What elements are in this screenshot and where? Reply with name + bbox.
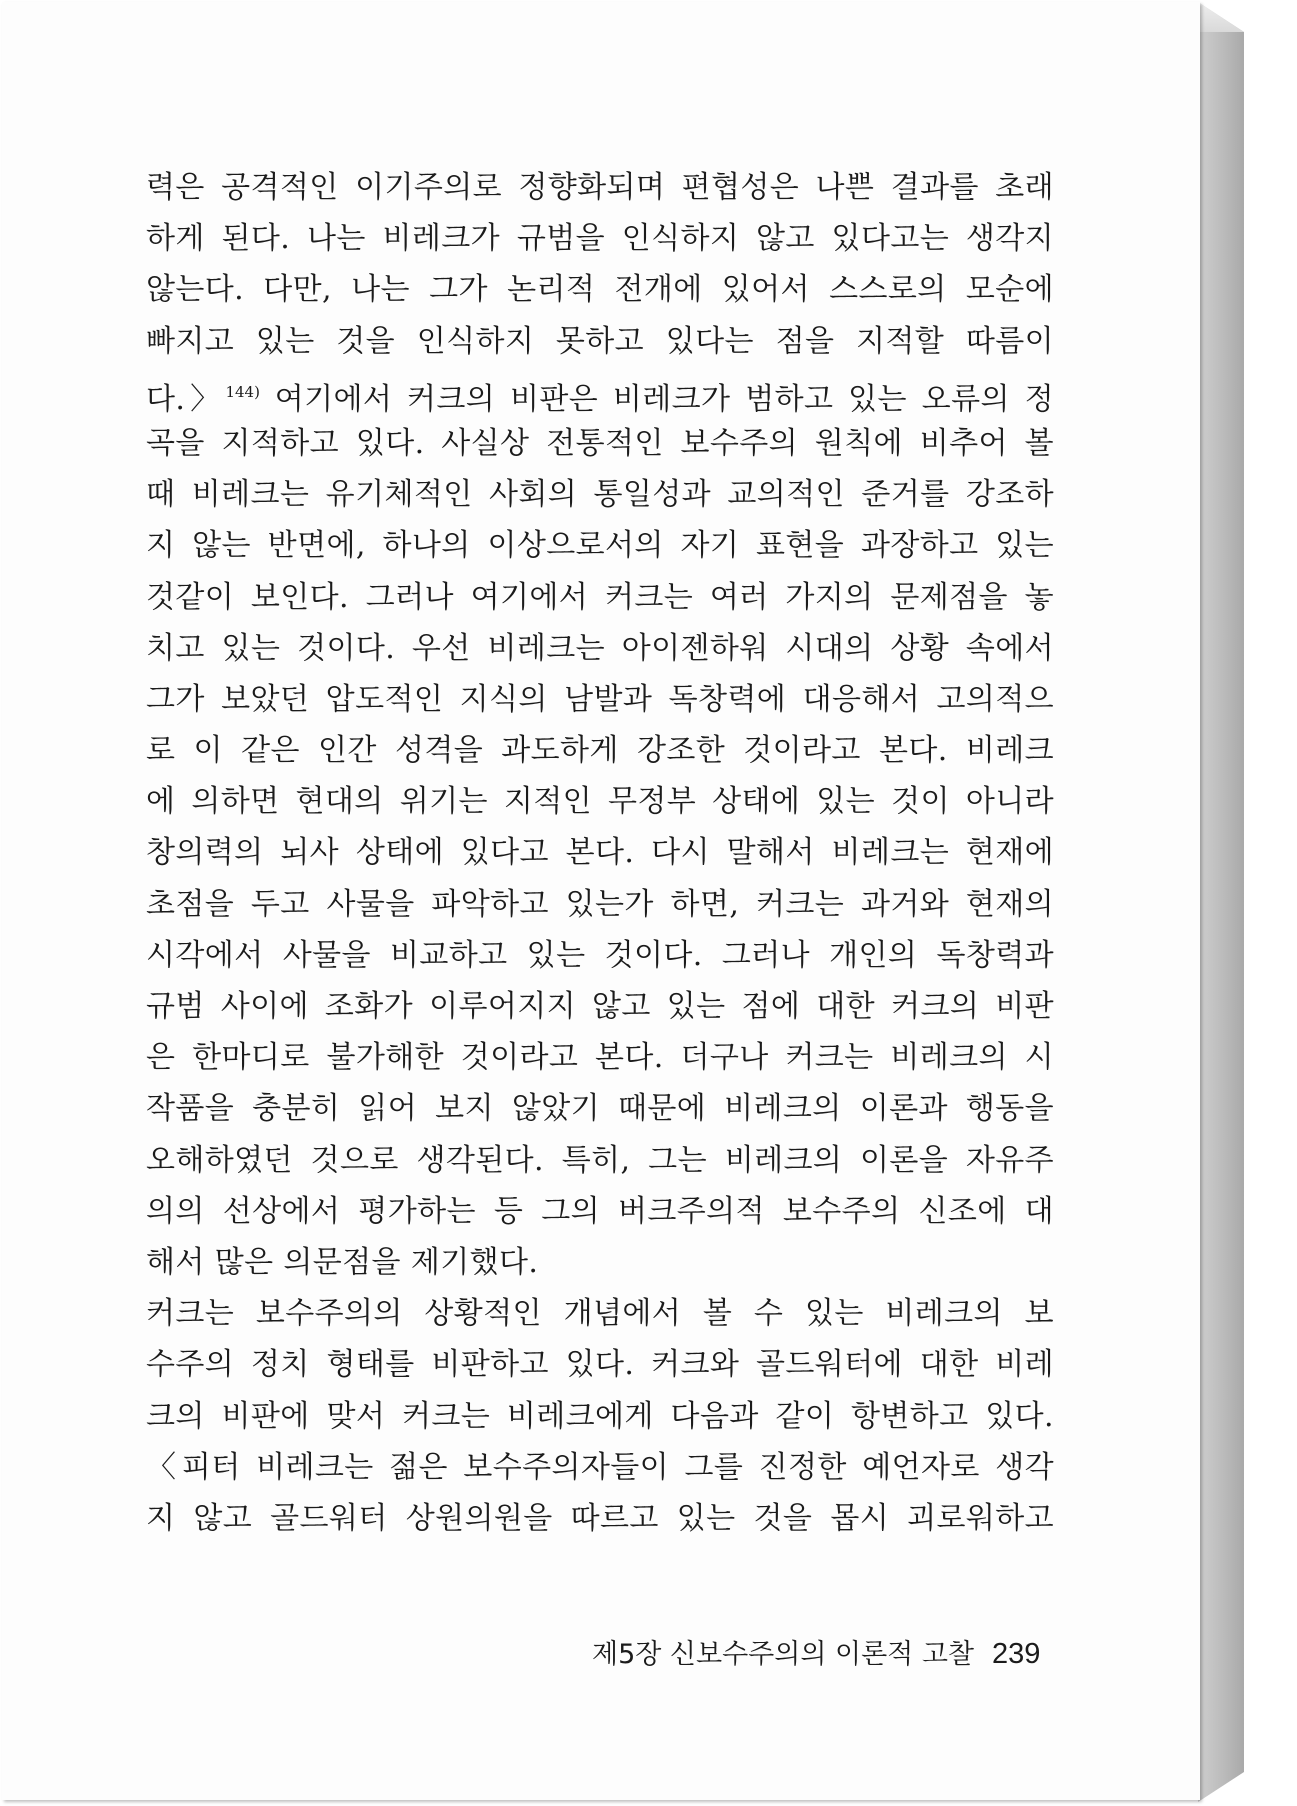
text-line: 의의 선상에서 평가하는 등 그의 버크주의적 보수주의 신조에 대 — [146, 1193, 1054, 1229]
text-line: 수주의 정치 형태를 비판하고 있다. 커크와 골드워터에 대한 비레 — [146, 1347, 1054, 1383]
text-line: 때 비레크는 유기체적인 사회의 통일성과 교의적인 준거를 강조하 — [146, 477, 1054, 513]
page-number: 239 — [992, 1638, 1041, 1670]
page-footer — [592, 1632, 1041, 1671]
text-line: 것같이 보인다. 그러나 여기에서 커크는 여러 가지의 문제점을 놓 — [146, 579, 1054, 615]
text-line-rest: 여기에서 커크의 비판은 비레크가 범하고 있는 오류의 정 — [259, 381, 1054, 417]
text-line: 에 의하면 현대의 위기는 지적인 무정부 상태에 있는 것이 아니라 — [146, 784, 1054, 820]
text-line: 창의력의 뇌사 상태에 있다고 본다. 다시 말해서 비레크는 현재에 — [146, 835, 1054, 871]
text-line: 지 않고 골드워터 상원의원을 따르고 있는 것을 몹시 괴로워하고 — [146, 1500, 1054, 1536]
text-line: 크의 비판에 맞서 커크는 비레크에게 다음과 같이 항변하고 있다. — [146, 1398, 1054, 1434]
body-text — [146, 162, 1054, 1544]
running-head: 제5장 신보수주의의 이론적 고찰 — [592, 1639, 974, 1670]
text-line-with-footnote — [146, 367, 1054, 418]
text-line: 커크는 보수주의의 상황적인 개념에서 볼 수 있는 비레크의 보 — [146, 1296, 1054, 1332]
text-line: 작품을 충분히 읽어 보지 않았기 때문에 비레크의 이론과 행동을 — [146, 1091, 1054, 1127]
text-line: 오해하였던 것으로 생각된다. 특히, 그는 비레크의 이론을 자유주 — [146, 1142, 1054, 1178]
text-line: 그가 보았던 압도적인 지식의 남발과 독창력에 대응해서 고의적으 — [146, 681, 1054, 717]
page-corner-shadow — [1198, 2, 1244, 32]
text-line: 지 않는 반면에, 하나의 이상으로서의 자기 표현을 과장하고 있는 — [146, 528, 1054, 564]
text-line: 〈피터 비레크는 젊은 보수주의자들이 그를 진정한 예언자로 생각 — [146, 1449, 1054, 1485]
text-line: 않는다. 다만, 나는 그가 논리적 전개에 있어서 스스로의 모순에 — [146, 272, 1054, 308]
text-line: 해서 많은 의문점을 제기했다. — [146, 1244, 539, 1280]
text-line: 곡을 지적하고 있다. 사실상 전통적인 보수주의 원칙에 비추어 볼 — [146, 425, 1054, 461]
text-line: 시각에서 사물을 비교하고 있는 것이다. 그러나 개인의 독창력과 — [146, 937, 1054, 973]
page-thickness-edge — [1198, 2, 1244, 1802]
footnote-reference: 144) — [225, 382, 260, 401]
book-page — [2, 2, 1200, 1800]
text-line: 하게 된다. 나는 비레크가 규범을 인식하지 않고 있다고는 생각지 — [146, 221, 1054, 257]
text-line: 치고 있는 것이다. 우선 비레크는 아이젠하워 시대의 상황 속에서 — [146, 630, 1054, 666]
text-line: 력은 공격적인 이기주의로 정향화되며 편협성은 나쁜 결과를 초래 — [146, 170, 1054, 205]
text-line: 은 한마디로 불가해한 것이라고 본다. 더구나 커크는 비레크의 시 — [146, 1040, 1054, 1076]
text-line: 초점을 두고 사물을 파악하고 있는가 하면, 커크는 과거와 현재의 — [146, 886, 1054, 922]
text-line: 규범 사이에 조화가 이루어지지 않고 있는 점에 대한 커크의 비판 — [146, 989, 1054, 1024]
text-line: 로 이 같은 인간 성격을 과도하게 강조한 것이라고 본다. 비레크 — [146, 733, 1054, 769]
text-line: 빠지고 있는 것을 인식하지 못하고 있다는 점을 지적할 따름이 — [146, 323, 1054, 359]
quote-close: 다.〉 — [146, 381, 226, 417]
